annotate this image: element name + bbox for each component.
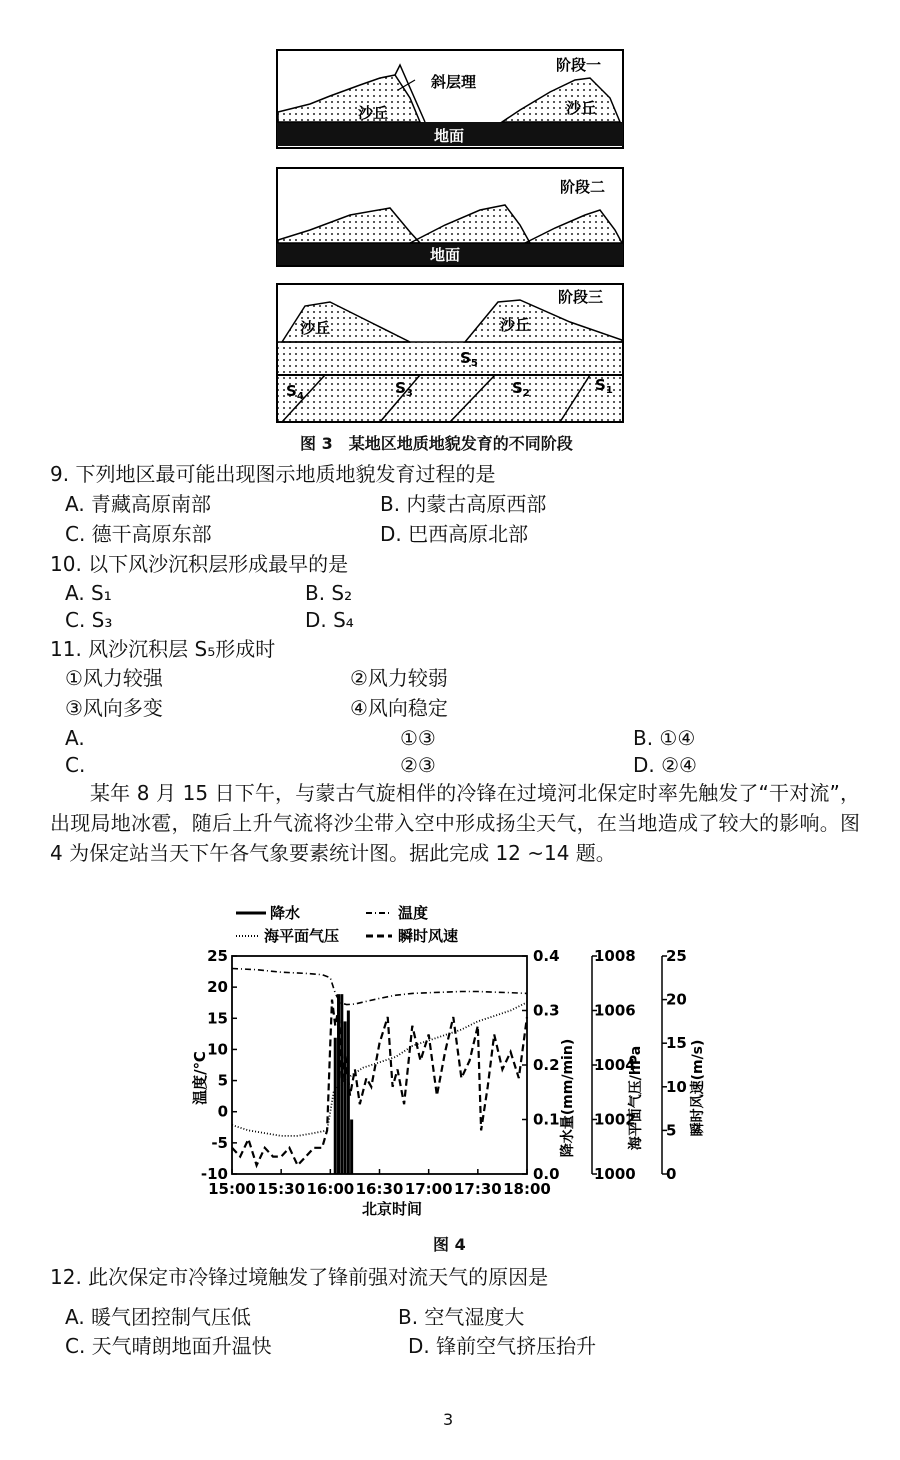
x-tick-label: 16:00 bbox=[306, 1180, 355, 1198]
y-axis-temp-label: 温度/℃ bbox=[191, 1051, 209, 1105]
stage-3-label: 阶段三 bbox=[558, 288, 604, 306]
q9-option-d[interactable]: D. 巴西高原北部 bbox=[380, 522, 529, 546]
precip-tick-label: 0.1 bbox=[533, 1110, 560, 1129]
temp-tick-label: 5 bbox=[217, 1071, 228, 1090]
y-axis-wind-label: 瞬时风速(m/s) bbox=[690, 1039, 706, 1137]
q12-option-a[interactable]: A. 暖气团控制气压低 bbox=[65, 1305, 252, 1329]
wind-tick-label: 15 bbox=[666, 1034, 687, 1053]
q10-option-b[interactable]: B. S₂ bbox=[305, 581, 353, 605]
q10-option-d[interactable]: D. S₄ bbox=[305, 608, 354, 632]
temperature-line bbox=[232, 969, 527, 1005]
precip-tick-label: 0.4 bbox=[533, 947, 560, 965]
q12-option-c[interactable]: C. 天气晴朗地面升温快 bbox=[65, 1334, 272, 1358]
pressure-tick-label: 1008 bbox=[594, 947, 636, 965]
q11-item-1: ①风力较强 bbox=[65, 666, 163, 690]
pressure-tick-label: 1002 bbox=[594, 1110, 636, 1129]
precip-bar bbox=[344, 1021, 347, 1174]
y-axis-precip-label: 降水量(mm/min) bbox=[560, 1038, 576, 1158]
x-tick-label: 17:00 bbox=[404, 1180, 453, 1198]
layer-s5-label: $S_5$ bbox=[460, 349, 478, 369]
pressure-tick-label: 1004 bbox=[594, 1056, 636, 1074]
temp-tick-label: 20 bbox=[207, 978, 228, 997]
plot-frame bbox=[232, 956, 527, 1174]
x-tick-label: 16:30 bbox=[355, 1180, 404, 1198]
q9-stem: 9. 下列地区最可能出现图示地质地貌发育过程的是 bbox=[50, 462, 496, 486]
layer-s3-label: $S_3$ bbox=[395, 379, 413, 399]
q9-option-b[interactable]: B. 内蒙古高原西部 bbox=[380, 492, 547, 516]
wind-tick-label: 10 bbox=[666, 1077, 687, 1096]
stage-2-panel bbox=[277, 168, 623, 266]
q9-option-a[interactable]: A. 青藏高原南部 bbox=[65, 492, 212, 516]
temp-tick-label: 15 bbox=[207, 1009, 228, 1028]
dune-right-label: 沙丘 bbox=[566, 99, 597, 117]
temp-tick-label: -10 bbox=[200, 1165, 228, 1183]
layer-s2-label: $S_2$ bbox=[512, 379, 530, 399]
pressure-tick-label: 1006 bbox=[594, 1001, 636, 1020]
x-axis-label: 北京时间 bbox=[361, 1200, 423, 1218]
ground-label-2: 地面 bbox=[430, 246, 461, 264]
q11-option-a-value: ①③ bbox=[400, 726, 436, 750]
q11-option-d[interactable]: D. ②④ bbox=[633, 753, 697, 777]
wind-tick-label: 20 bbox=[666, 990, 687, 1009]
legend-pressure: 海平面气压 bbox=[264, 927, 340, 945]
precip-tick-label: 0.2 bbox=[533, 1056, 560, 1074]
q10-stem: 10. 以下风沙沉积层形成最早的是 bbox=[50, 552, 349, 576]
q11-item-2: ②风力较弱 bbox=[350, 666, 448, 690]
precip-tick-label: 0.0 bbox=[533, 1165, 560, 1183]
legend-precip: 降水 bbox=[270, 904, 301, 922]
figure-3 bbox=[270, 40, 630, 430]
wind-tick-label: 0 bbox=[666, 1165, 677, 1183]
stage-2-label: 阶段二 bbox=[560, 178, 606, 196]
precip-bar bbox=[350, 1120, 353, 1175]
x-tick-label: 15:00 bbox=[208, 1180, 256, 1198]
precip-bar bbox=[337, 994, 340, 1174]
q11-item-3: ③风向多变 bbox=[65, 696, 163, 720]
temp-tick-label: 0 bbox=[217, 1102, 228, 1121]
q9-option-c[interactable]: C. 德干高原东部 bbox=[65, 522, 212, 546]
q10-option-c[interactable]: C. S₃ bbox=[65, 608, 113, 632]
wind-tick-label: 5 bbox=[666, 1121, 677, 1140]
x-tick-label: 18:00 bbox=[503, 1180, 551, 1198]
figure-3-caption: 图 3 某地区地质地貌发育的不同阶段 bbox=[300, 434, 573, 453]
figure-4-caption: 图 4 bbox=[433, 1235, 466, 1254]
legend-wind: 瞬时风速 bbox=[398, 927, 459, 945]
wind-tick-label: 25 bbox=[666, 947, 687, 965]
dune-3-left-label: 沙丘 bbox=[300, 319, 331, 337]
q11-option-a[interactable]: A. bbox=[65, 726, 85, 750]
precip-bar bbox=[334, 1038, 337, 1174]
q11-item-4: ④风向稳定 bbox=[350, 696, 448, 720]
x-tick-label: 15:30 bbox=[257, 1180, 306, 1198]
precip-bar bbox=[340, 994, 343, 1174]
precip-bar bbox=[347, 1011, 350, 1175]
page-number: 3 bbox=[443, 1410, 454, 1429]
stage-1-label: 阶段一 bbox=[556, 56, 602, 74]
ground-label-1: 地面 bbox=[434, 127, 465, 145]
precip-tick-label: 0.3 bbox=[533, 1001, 560, 1020]
q11-option-c[interactable]: C. bbox=[65, 753, 86, 777]
q10-option-a[interactable]: A. S₁ bbox=[65, 581, 112, 605]
dune-3-right-label: 沙丘 bbox=[500, 316, 531, 334]
q11-option-c-value: ②③ bbox=[400, 753, 436, 777]
figure-4-chart bbox=[180, 898, 740, 1223]
cross-bedding-label: 斜层理 bbox=[431, 73, 477, 91]
temp-tick-label: 10 bbox=[207, 1040, 228, 1059]
dune-left-label: 沙丘 bbox=[358, 104, 389, 122]
pressure-tick-label: 1000 bbox=[594, 1165, 636, 1183]
q12-stem: 12. 此次保定市冷锋过境触发了锋前强对流天气的原因是 bbox=[50, 1265, 549, 1289]
temp-tick-label: 25 bbox=[207, 947, 228, 965]
layer-s1-label: $S_1$ bbox=[595, 376, 613, 396]
q11-option-b[interactable]: B. ①④ bbox=[633, 726, 696, 750]
q12-option-b[interactable]: B. 空气湿度大 bbox=[398, 1305, 525, 1329]
chart-legend bbox=[236, 904, 458, 945]
stage-3-panel bbox=[277, 284, 623, 422]
wind-speed-line bbox=[232, 1000, 527, 1166]
q11-stem: 11. 风沙沉积层 S₅形成时 bbox=[50, 637, 276, 661]
legend-temp: 温度 bbox=[398, 904, 429, 922]
stage-1-panel bbox=[277, 50, 623, 148]
layer-s4-label: $S_4$ bbox=[286, 382, 304, 402]
y-axis-pressure-label: 海平面气压/hPa bbox=[628, 1045, 644, 1151]
passage: 某年 8 月 15 日下午，与蒙古气旋相伴的冷锋在过境河北保定时率先触发了“干对流”，出现局地冰雹，随后上升气流将沙尘带入空中形成扬尘天气，在当地造成了较大的影响。图 4 为保定站当天下午各气象要素统计图。据此完成 12 ~14 题。 bbox=[50, 781, 860, 865]
x-tick-label: 17:30 bbox=[453, 1180, 502, 1198]
temp-tick-label: -5 bbox=[211, 1133, 228, 1152]
q12-option-d[interactable]: D. 锋前空气挤压抬升 bbox=[408, 1334, 597, 1358]
